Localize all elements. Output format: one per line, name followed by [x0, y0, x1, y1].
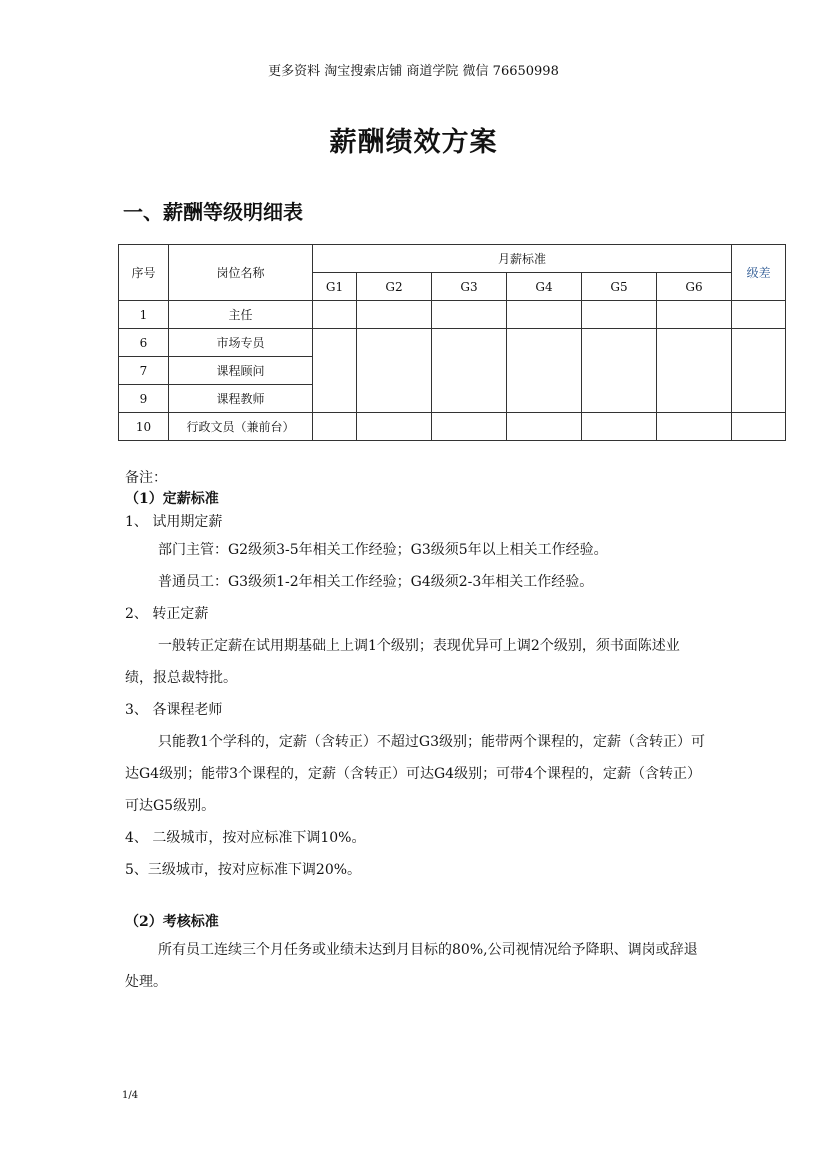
item-1-managers: 部门主管：G2级须3-5年相关工作经验；G3级须5年以上相关工作经验。 — [158, 542, 608, 558]
cell — [357, 301, 432, 329]
page-header: 更多资料 淘宝搜索店铺 商道学院 微信 76650998 — [268, 64, 559, 79]
item-3-heading: 3、 各课程老师 — [125, 702, 223, 718]
cell — [432, 329, 507, 413]
table-row — [119, 329, 786, 357]
notes-section — [125, 468, 705, 998]
header-position: 岗位名称 — [169, 245, 313, 301]
header-grade-g2: G2 — [357, 273, 432, 301]
cell — [657, 301, 732, 329]
header-grade-g5: G5 — [582, 273, 657, 301]
cell — [582, 413, 657, 441]
sub-heading-salary-standard: （1）定薪标准 — [125, 491, 219, 507]
item-4: 4、 二级城市，按对应标准下调10%。 — [125, 830, 366, 846]
cell — [507, 413, 582, 441]
page-number: 1/4 — [122, 1090, 139, 1101]
salary-grade-table — [118, 244, 786, 441]
cell — [657, 329, 732, 413]
header-grade-g3: G3 — [432, 273, 507, 301]
section-heading-salary-table: 一、薪酬等级明细表 — [123, 200, 303, 224]
sub-heading-assessment: （2）考核标准 — [125, 914, 219, 930]
cell — [313, 329, 357, 413]
cell — [582, 329, 657, 413]
cell — [313, 413, 357, 441]
document-title: 薪酬绩效方案 — [329, 127, 498, 158]
cell — [357, 329, 432, 413]
row-seq: 7 — [119, 357, 169, 385]
cell — [732, 329, 786, 413]
header-grade-g1: G1 — [313, 273, 357, 301]
cell — [357, 413, 432, 441]
assessment-text: 所有员工连续三个月任务或业绩未达到月目标的80%,公司视情况给予降职、调岗或辞退处理。 — [125, 942, 698, 990]
cell — [657, 413, 732, 441]
row-seq: 6 — [119, 329, 169, 357]
header-monthly-standard: 月薪标准 — [313, 245, 732, 273]
row-position: 课程顾问 — [169, 357, 313, 385]
item-1-heading: 1、 试用期定薪 — [125, 514, 223, 530]
cell — [582, 301, 657, 329]
cell — [507, 329, 582, 413]
item-5: 5、三级城市，按对应标准下调20%。 — [125, 862, 362, 878]
cell — [432, 413, 507, 441]
item-1-staff: 普通员工：G3级须1-2年相关工作经验；G4级须2-3年相关工作经验。 — [158, 574, 594, 590]
table-row — [119, 413, 786, 441]
row-position: 课程教师 — [169, 385, 313, 413]
item-3-text: 只能教1个学科的，定薪（含转正）不超过G3级别；能带两个课程的，定薪（含转正）可达G4级别；能带3个课程的，定薪（含转正）可达G4级别；可带4个课程的，定薪（含转正）可达G5级别。 — [125, 734, 705, 814]
row-seq: 10 — [119, 413, 169, 441]
row-position: 行政文员（兼前台） — [169, 413, 313, 441]
cell — [507, 301, 582, 329]
header-grade-g4: G4 — [507, 273, 582, 301]
header-grade-diff: 级差 — [732, 245, 786, 301]
row-position: 主任 — [169, 301, 313, 329]
cell — [732, 301, 786, 329]
row-seq: 9 — [119, 385, 169, 413]
item-2-heading: 2、 转正定薪 — [125, 606, 209, 622]
row-seq: 1 — [119, 301, 169, 329]
cell — [732, 413, 786, 441]
cell — [313, 301, 357, 329]
table-row — [119, 301, 786, 329]
row-position: 市场专员 — [169, 329, 313, 357]
header-seq: 序号 — [119, 245, 169, 301]
notes-label: 备注： — [125, 470, 167, 486]
cell — [432, 301, 507, 329]
header-grade-g6: G6 — [657, 273, 732, 301]
item-2-text: 一般转正定薪在试用期基础上上调1个级别；表现优异可上调2个级别，须书面陈述业绩，报总裁特批。 — [125, 638, 680, 686]
